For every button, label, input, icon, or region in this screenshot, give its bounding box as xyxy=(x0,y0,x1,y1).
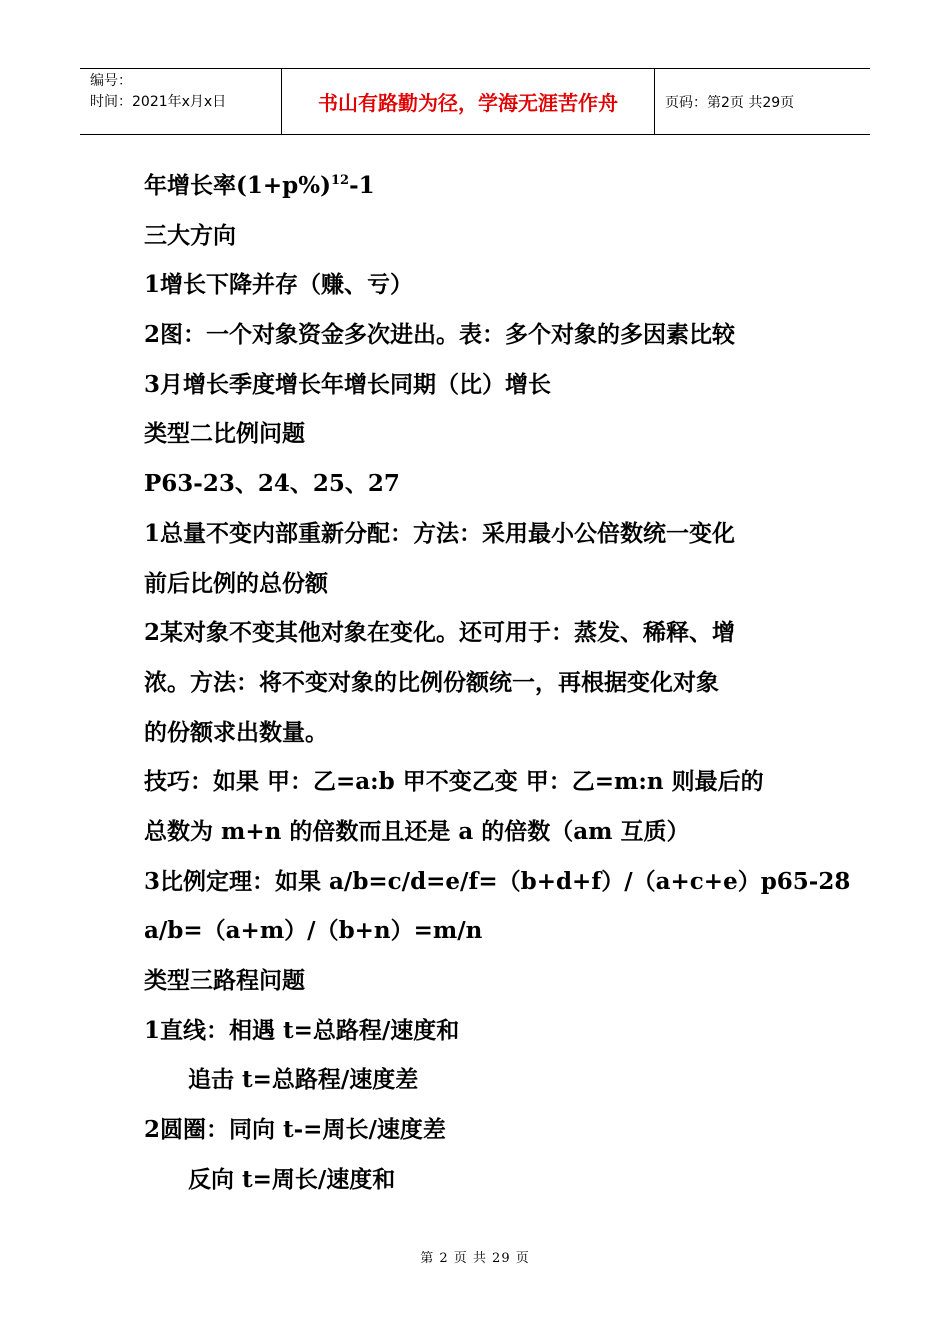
header-info xyxy=(80,69,281,134)
body-line: 1总量不变内部重新分配：方法：采用最小公倍数统一变化 xyxy=(144,519,736,547)
body-line: 1直线：相遇 t=总路程/速度和 xyxy=(144,1016,460,1044)
body-line: a/b=（a+m）/（b+n）=m/n xyxy=(144,917,483,945)
date-label: 时间：2021年x月x日 xyxy=(90,94,227,110)
header-page-number: 页码：第2页 共29页 xyxy=(665,94,795,111)
body-line: 浓。方法：将不变对象的比例份额统一，再根据变化对象 xyxy=(144,668,719,696)
body-line: 三大方向 xyxy=(144,221,236,249)
body-line-formula xyxy=(144,161,814,211)
body-line: 3比例定理：如果 a/b=c/d=e/f=（b+d+f）/（a+c+e）p65-28 xyxy=(144,867,851,895)
body-line: 的份额求出数量。 xyxy=(144,718,328,746)
formula-base: 年增长率(1+p%) xyxy=(144,172,331,199)
formula-tail: -1 xyxy=(349,172,375,199)
body-line: 2圆圈：同向 t-=周长/速度差 xyxy=(144,1116,446,1144)
section-heading: 类型三路程问题 xyxy=(144,967,305,994)
body-line: 总数为 m+n 的倍数而且还是 a 的倍数（am 互质） xyxy=(144,817,690,845)
body-line: 2某对象不变其他对象在变化。还可用于：蒸发、稀释、增 xyxy=(144,619,736,647)
section-heading: 类型二比例问题 xyxy=(144,420,305,448)
header-motto: 书山有路勤为径，学海无涯苦作舟 xyxy=(281,69,655,134)
document-body xyxy=(144,161,851,1204)
body-line-indented: 反向 t=周长/速度和 xyxy=(188,1165,396,1193)
body-line: 技巧：如果 甲：乙=a:b 甲不变乙变 甲：乙=m:n 则最后的 xyxy=(144,768,764,796)
body-line: 1增长下降并存（赚、亏） xyxy=(144,271,414,299)
body-line: 3月增长季度增长年增长同期（比）增长 xyxy=(144,370,552,398)
formula-exponent: 12 xyxy=(330,173,350,188)
page-footer: 第 2 页 共 29 页 xyxy=(420,1251,530,1266)
body-line: 前后比例的总份额 xyxy=(144,569,328,597)
body-line-indented: 追击 t=总路程/速度差 xyxy=(188,1066,419,1094)
number-label: 编号： xyxy=(90,73,132,89)
page-header xyxy=(80,68,870,135)
body-line: 2图：一个对象资金多次进出。表：多个对象的多因素比较 xyxy=(144,321,736,349)
body-line: P63-23、24、25、27 xyxy=(144,470,400,498)
